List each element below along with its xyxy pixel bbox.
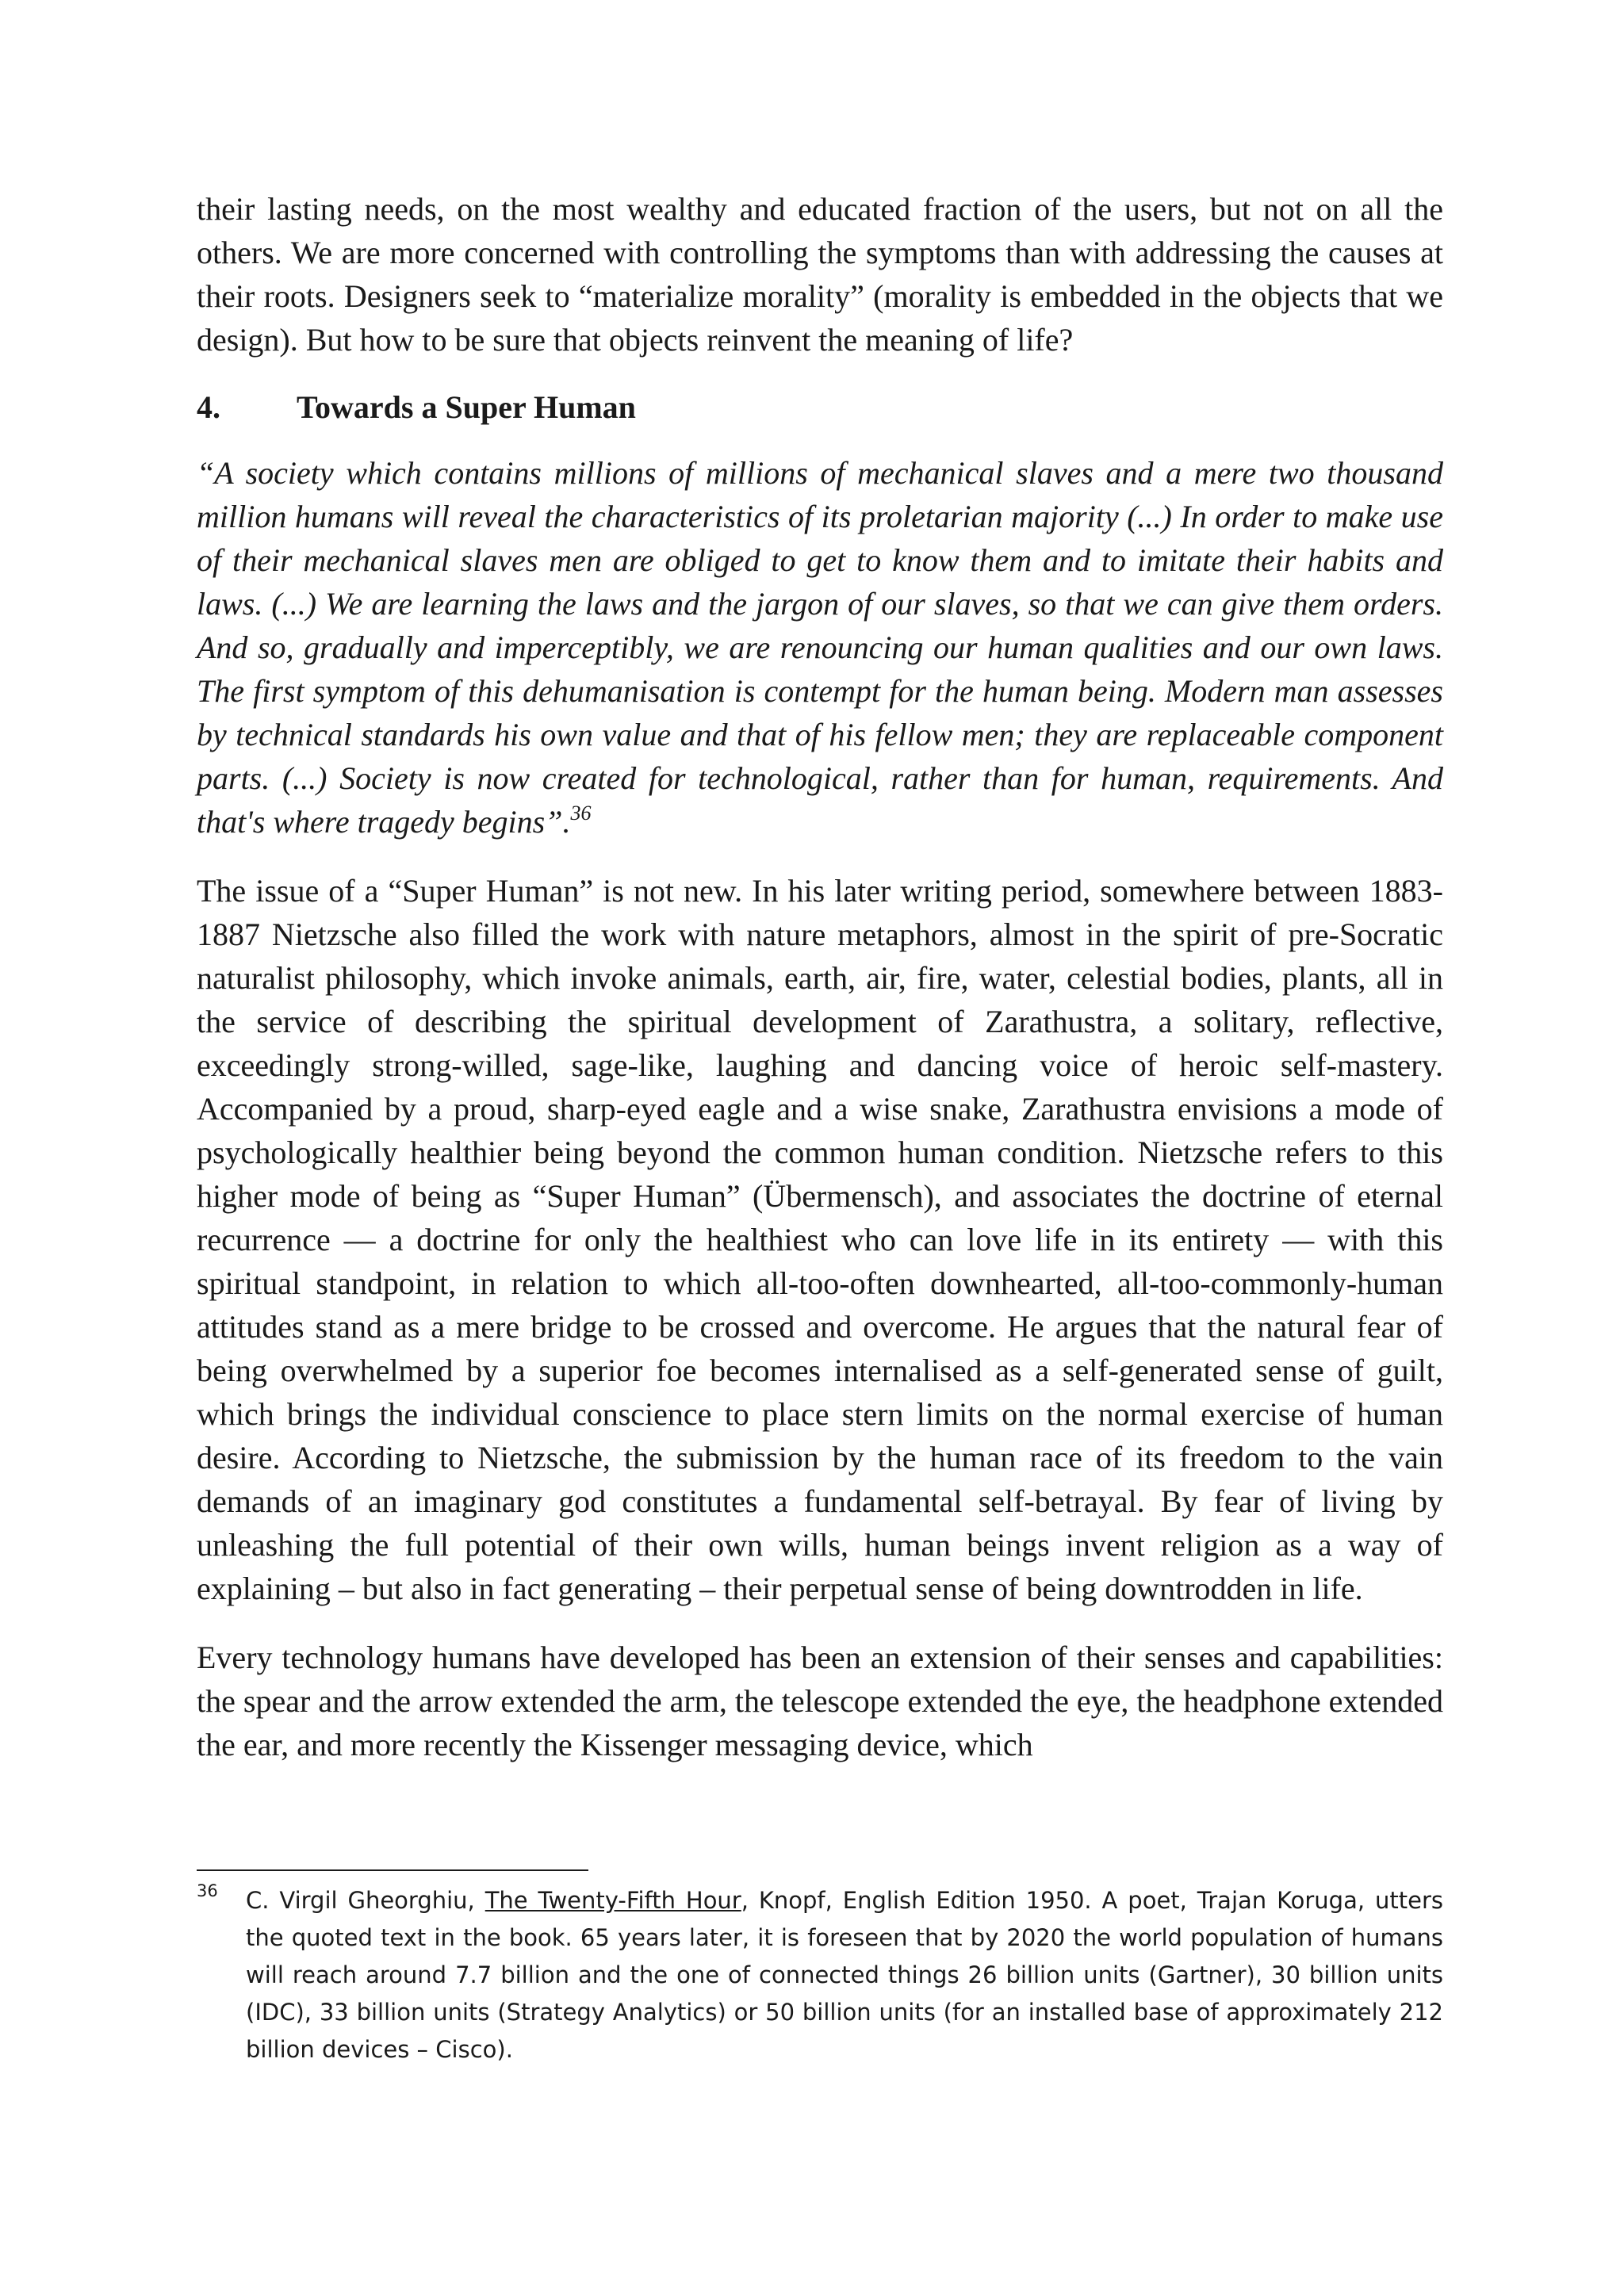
footnote-book-title: The Twenty-Fifth Hour: [485, 1887, 741, 1914]
footnote: [197, 1882, 1443, 2068]
block-quote: [197, 451, 1443, 844]
footnote-reference[interactable]: 36: [570, 801, 592, 825]
quote-text: “A society which contains millions of millions of mechanical slaves and a mere two thousand million humans will reveal the characteristics of its proletarian majority (...) In order to make use of their mechanical slaves men are obliged to get to know them and to imitate their habits and laws. (...) We are learning the laws and the jargon of our slaves, so that we can give them orders. And so, gradually and imperceptibly, we are renouncing our human qualities and our own laws. The first symptom of this dehumanisation is contempt for the human being. Modern man assesses by technical standards his own value and that of his fellow men; they are replaceable component parts. (...) Society is now created for technological, rather than for human, requirements. And that's where tragedy begins”.: [197, 455, 1443, 840]
document-page: [197, 187, 1443, 1766]
footnote-separator: [197, 1869, 588, 1871]
paragraph-technology: Every technology humans have developed has been an extension of their senses and capabilities: the spear and the arrow extended the arm, the telescope extended the eye, the headphone extended the ear, and more recently the Kissenger messaging device, which: [197, 1640, 1443, 1762]
section-number: 4.: [197, 389, 220, 425]
paragraph-nietzsche: The issue of a “Super Human” is not new. In his later writing period, somewhere between 1883-1887 Nietzsche also filled the work with nature metaphors, almost in the spirit of pre-Socratic naturalist philosophy, which invoke animals, earth, air, fire, water, celestial bodies, plants, all in the service of describing the spiritual development of Zarathustra, a solitary, reflective, exceedingly strong-willed, sage-like, laughing and dancing voice of heroic self-mastery. Accompanied by a proud, sharp-eyed eagle and a wise snake, Zarathustra envisions a mode of psychologically healthier being beyond the common human condition. Nietzsche refers to this higher mode of being as “Super Human” (Übermensch), and associates the doctrine of eternal recurrence — a doctrine for only the healthiest who can love life in its entirety — with this spiritual standpoint, in relation to which all-too-often downhearted, all-too-commonly-human attitudes stand as a mere bridge to be crossed and overcome. He argues that the natural fear of being overwhelmed by a superior foe becomes internalised as a self-generated sense of guilt, which brings the individual conscience to place stern limits on the normal exercise of human desire. According to Nietzsche, the submission by the human race of its freedom to the vain demands of an imaginary god constitutes a fundamental self-betrayal. By fear of living by unleashing the full potential of their own wills, human beings invent religion as a way of explaining – but also in fact generating – their perpetual sense of being downtrodden in life.: [197, 873, 1443, 1606]
section-title: Towards a Super Human: [297, 389, 636, 425]
footnote-author: C. Virgil Gheorghiu,: [246, 1887, 485, 1914]
footnote-text: [246, 1882, 1443, 2068]
footnote-details: , Knopf, English Edition 1950. A poet, Trajan Koruga, utters the quoted text in the book. 65 years later, it is foreseen that by 2020 the world population of humans will reach around 7.7 billion and the one of connected things 26 billion units (Gartner), 30 billion units (IDC), 33 billion units (Strategy Analytics) or 50 billion units (for an installed base of approximately 212 billion devices – Cisco).: [246, 1887, 1443, 2063]
footnote-number: 36: [197, 1881, 218, 1900]
paragraph-intro: their lasting needs, on the most wealthy and educated fraction of the users, but not on all the others. We are more concerned with controlling the symptoms than with addressing the causes at their roots. Designers seek to “materialize morality” (morality is embedded in the objects that we design). But how to be sure that objects reinvent the meaning of life?: [197, 191, 1443, 358]
section-heading: [197, 385, 1443, 429]
